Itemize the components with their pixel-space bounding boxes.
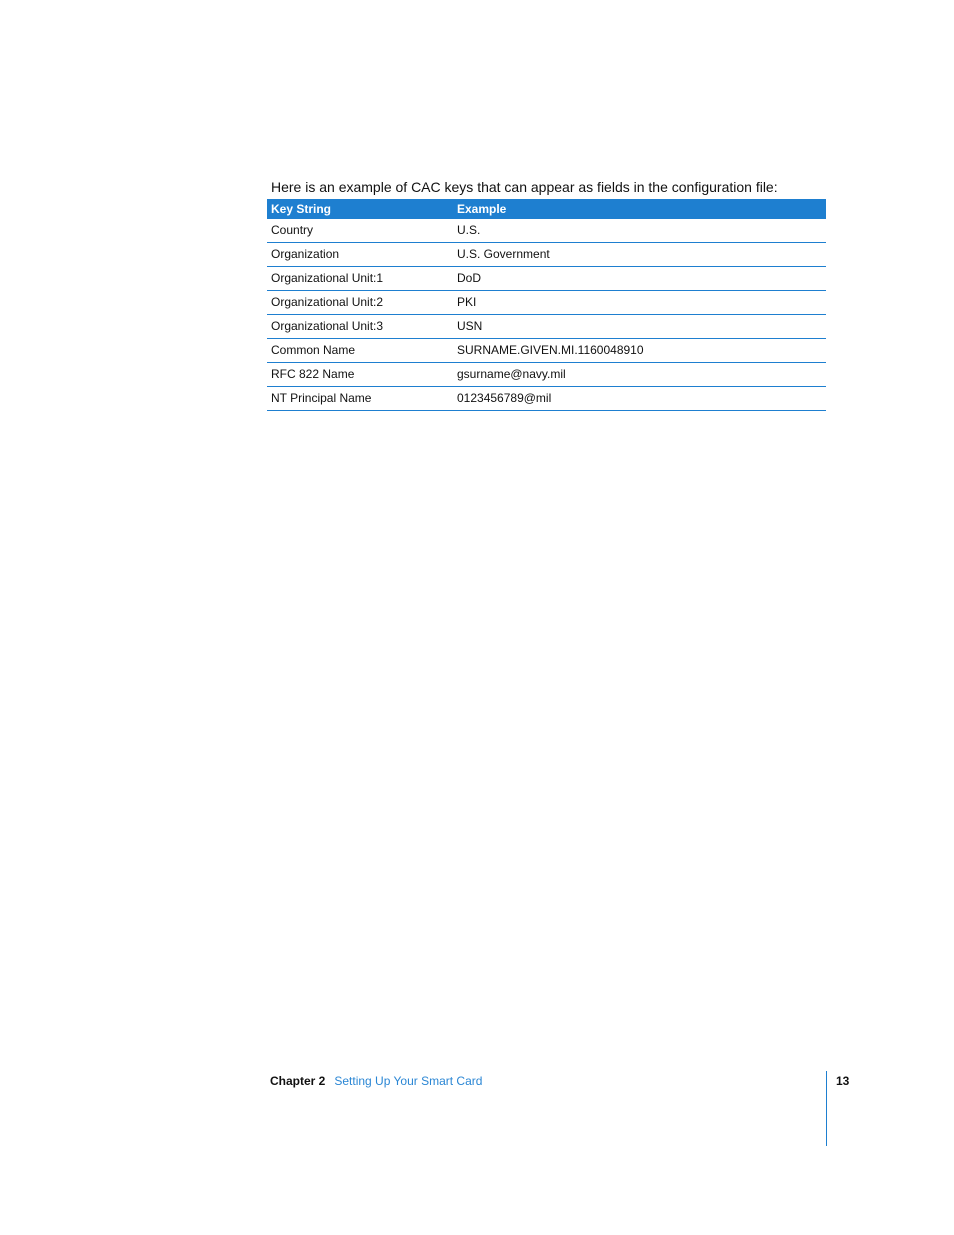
example-cell: PKI xyxy=(453,291,826,315)
key-string-cell: RFC 822 Name xyxy=(267,363,453,387)
table-header-row xyxy=(267,199,826,219)
column-header-key-string: Key String xyxy=(267,199,453,219)
key-string-cell: Common Name xyxy=(267,339,453,363)
footer-chapter xyxy=(270,1072,482,1090)
cac-keys-table xyxy=(267,199,826,411)
table-row xyxy=(267,291,826,315)
page-number: 13 xyxy=(836,1074,850,1088)
key-string-cell: NT Principal Name xyxy=(267,387,453,411)
example-cell: SURNAME.GIVEN.MI.1160048910 xyxy=(453,339,826,363)
example-cell: gsurname@navy.mil xyxy=(453,363,826,387)
table-row xyxy=(267,219,826,243)
key-string-cell: Country xyxy=(267,219,453,243)
example-cell: U.S. xyxy=(453,219,826,243)
example-cell: 0123456789@mil xyxy=(453,387,826,411)
key-string-cell: Organizational Unit:1 xyxy=(267,267,453,291)
chapter-label: Chapter 2 xyxy=(270,1074,326,1088)
example-cell: DoD xyxy=(453,267,826,291)
key-string-cell: Organizational Unit:3 xyxy=(267,315,453,339)
table-row xyxy=(267,267,826,291)
intro-paragraph: Here is an example of CAC keys that can appear as fields in the configuration file: xyxy=(271,179,778,195)
column-header-example: Example xyxy=(453,199,826,219)
table-row xyxy=(267,363,826,387)
table-row xyxy=(267,243,826,267)
chapter-title-link[interactable]: Setting Up Your Smart Card xyxy=(334,1074,483,1088)
example-cell: U.S. Government xyxy=(453,243,826,267)
example-cell: USN xyxy=(453,315,826,339)
key-string-cell: Organization xyxy=(267,243,453,267)
footer-divider xyxy=(826,1071,827,1146)
key-string-cell: Organizational Unit:2 xyxy=(267,291,453,315)
table-row xyxy=(267,387,826,411)
table-row xyxy=(267,339,826,363)
table-row xyxy=(267,315,826,339)
